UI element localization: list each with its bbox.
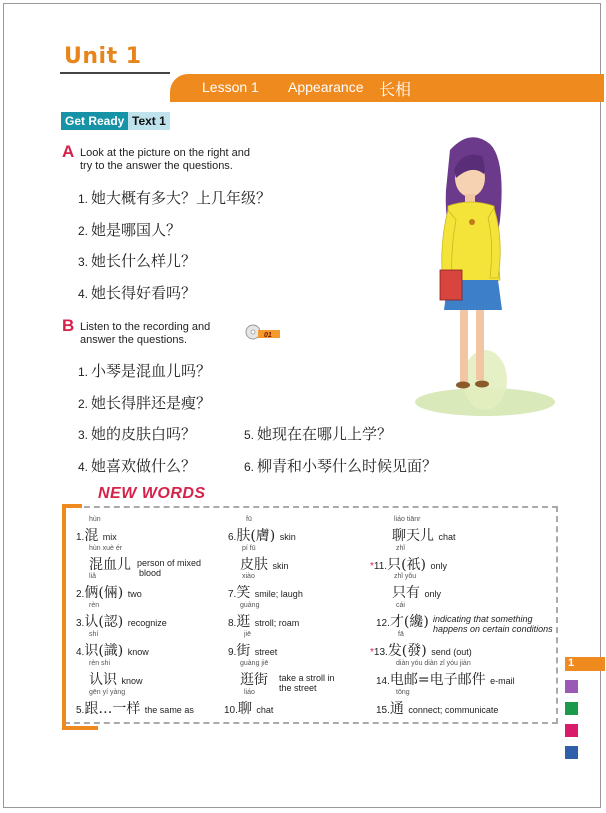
word-entry-11b: 只有 only [392, 585, 441, 601]
new-words-bracket-bottom [62, 726, 98, 730]
question-a-2: 2. 她是哪国人？ [78, 221, 182, 239]
word-pinyin: tōng [396, 689, 410, 696]
word-entry-6b: 皮肤 skin [240, 557, 289, 573]
word-pinyin: liáo tiānr [394, 516, 421, 523]
word-entry-3: 3.认(認) recognize [76, 614, 167, 630]
word-entry-7: 7.笑 smile; laugh [228, 585, 303, 601]
girl-illustration [410, 130, 560, 420]
question-a-4: 4. 她长得好看吗？ [78, 284, 197, 302]
section-b-letter: B [62, 316, 75, 335]
word-entry-14: 14.电邮=电子邮件 e-mail [376, 672, 515, 688]
question-b-4: 4. 她喜欢做什么？ [78, 457, 197, 475]
new-words-bracket-top [62, 504, 82, 508]
word-pinyin: rèn [89, 602, 100, 609]
word-pinyin: fū [246, 516, 252, 523]
color-tab-pink [565, 724, 578, 737]
word-entry-5: 5.跟…一样 the same as [76, 701, 194, 717]
question-a-1: 1. 她大概有多大？上几年级？ [78, 189, 272, 207]
question-b-6: 6. 柳青和小琴什么时候见面？ [244, 457, 438, 475]
color-tab-purple [565, 680, 578, 693]
page-number: 1 [568, 657, 575, 669]
word-pinyin: rèn shi [89, 660, 111, 667]
word-entry-12-en: indicating that something happens on certain conditions [433, 614, 553, 634]
word-pinyin: zhǐ yǒu [394, 573, 417, 580]
word-entry-8: 8.逛 stroll; roam [228, 614, 300, 630]
word-entry-9b: 逛街 [240, 672, 268, 688]
question-b-3: 3. 她的皮肤白吗？ [78, 425, 197, 443]
word-pinyin: fā [398, 631, 404, 638]
lesson-title: Appearance [288, 79, 364, 95]
word-pinyin: shí [89, 631, 99, 638]
lesson-label: Lesson 1 [202, 79, 259, 95]
section-b-instruction: Listen to the recording and answer the questions. [80, 321, 211, 346]
word-entry-1b-en: person of mixed blood [137, 558, 202, 578]
section-a-letter: A [62, 142, 75, 161]
tab-get-ready: Get Ready [61, 112, 128, 130]
question-a-3: 3. 她长什么样儿？ [78, 252, 197, 270]
word-pinyin: guàng [240, 602, 260, 609]
word-entry-10: 10.聊 chat [224, 701, 274, 717]
word-pinyin: pí fū [242, 545, 256, 552]
word-pinyin: gēn yí yàng [89, 689, 126, 696]
word-entry-1b: 混血儿 [89, 557, 131, 573]
word-pinyin: cái [396, 602, 405, 609]
lesson-title-chinese: 长相 [379, 80, 412, 99]
word-pinyin: liǎ [89, 573, 97, 580]
color-tab-green [565, 702, 578, 715]
word-entry-9: 9.街 street [228, 643, 278, 659]
new-words-title: NEW WORDS [98, 485, 206, 502]
new-words-bracket [62, 506, 66, 730]
word-pinyin: xiào [242, 573, 255, 580]
word-entry-11: *11.只(祇) only [370, 557, 447, 573]
word-pinyin: zhǐ [396, 545, 405, 552]
word-pinyin: diàn yóu diàn zǐ yóu jiàn [396, 660, 471, 667]
cd-audio-icon[interactable] [244, 323, 282, 341]
unit-underline [60, 72, 170, 74]
question-b-2: 2. 她长得胖还是瘦？ [78, 394, 212, 412]
word-entry-6: 6.肤(膚) skin [228, 528, 296, 544]
question-b-1: 1. 小琴是混血儿吗？ [78, 362, 212, 380]
svg-text:01: 01 [264, 332, 272, 339]
word-entry-1: 1.混 mix [76, 528, 117, 544]
word-entry-13: *13.发(發) send (out) [370, 643, 472, 659]
word-entry-12: 12.才(纔) [376, 614, 429, 630]
word-entry-4b: 认识 know [89, 672, 143, 688]
word-entry-4: 4.识(識) know [76, 643, 149, 659]
word-entry-10b: 聊天儿 chat [392, 528, 456, 544]
color-tab-blue [565, 746, 578, 759]
section-a-instruction: Look at the picture on the right and try to the answer the questions. [80, 147, 251, 172]
word-pinyin: jiē [244, 631, 252, 638]
word-entry-9b-en: take a stroll in the street [279, 673, 335, 693]
tab-text-1: Text 1 [128, 112, 170, 130]
unit-title: Unit 1 [64, 44, 142, 69]
word-entry-15: 15.通 connect; communicate [376, 701, 499, 717]
word-pinyin: hùn [89, 516, 101, 523]
word-entry-2: 2.俩(倆) two [76, 585, 142, 601]
word-pinyin: hùn xuè ér [89, 545, 123, 552]
word-pinyin: liáo [244, 689, 255, 696]
word-pinyin: guàng jiē [240, 660, 269, 667]
question-b-5: 5. 她现在在哪儿上学？ [244, 425, 393, 443]
